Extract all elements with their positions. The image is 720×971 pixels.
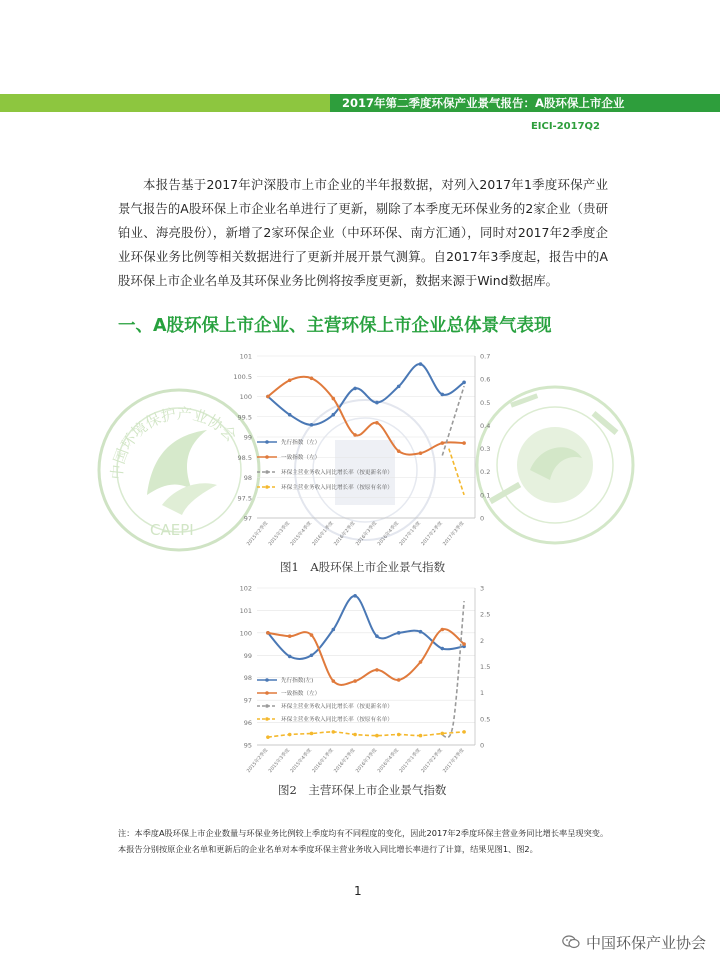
wechat-icon — [562, 935, 580, 949]
data-point — [332, 413, 336, 417]
data-point — [353, 733, 357, 737]
y-right-tick-label: 1 — [480, 689, 485, 698]
y-right-tick-label: 0.1 — [480, 491, 491, 500]
chart-1-a-share-index — [225, 348, 515, 548]
series-line-3 — [449, 449, 464, 495]
data-point — [441, 441, 445, 445]
x-tick-label: 2017年2季度 — [420, 748, 444, 775]
series-line-0 — [268, 364, 464, 425]
y-left-tick-label: 97 — [243, 514, 252, 523]
y-left-tick-label: 97 — [243, 696, 252, 705]
x-tick-label: 2017年3季度 — [442, 748, 466, 775]
x-tick-label: 2015年4季度 — [290, 748, 314, 775]
x-tick-label: 2016年3季度 — [355, 521, 379, 548]
legend-marker — [265, 470, 269, 474]
intro-paragraph: 本报告基于2017年沪深股市上市企业的半年报数据，对列入2017年1季度环保产业景气报告的A股环保上市企业名单进行了更新，剔除了本季度无环保业务的2家企业（贵研铂业、海亮股份），新增了2家环保企业（中环环保、南方汇通），同时对2017年2季度企业环保业务比例等相关数据进行了更新并展开景气测算。自2017年3季度起，报告中的A股环保上市企业名单及其环保业务比例将按季度更新，数据来源于Wind数据库。 — [118, 177, 608, 288]
data-point — [441, 732, 445, 736]
legend-label: 环保主营业务收入同比增长率（按原有名单） — [281, 717, 393, 724]
data-point — [462, 642, 466, 646]
y-left-tick-label: 97.5 — [237, 494, 252, 503]
data-point — [288, 379, 292, 383]
data-point — [375, 668, 379, 672]
data-point — [266, 735, 270, 739]
legend-label: 先行指数（左） — [281, 440, 321, 447]
x-tick-label: 2016年2季度 — [333, 748, 357, 775]
page-number: 1 — [354, 884, 362, 898]
chart-1-caption: 图1 A股环保上市企业景气指数 — [280, 560, 446, 574]
y-right-tick-label: 0.5 — [480, 715, 491, 724]
series-line-1 — [268, 629, 464, 685]
x-tick-label: 2015年3季度 — [268, 521, 292, 548]
data-point — [310, 633, 314, 637]
legend-marker — [265, 455, 269, 459]
x-tick-label: 2017年2季度 — [420, 521, 444, 548]
y-left-tick-label: 100 — [239, 393, 252, 401]
y-left-tick-label: 96 — [243, 719, 252, 728]
legend-label: 一致指数（左） — [281, 691, 321, 698]
y-left-tick-label: 100.5 — [233, 372, 252, 381]
data-point — [353, 594, 357, 598]
y-left-tick-label: 99 — [243, 433, 252, 442]
data-point — [375, 634, 379, 638]
footer-brand[interactable] — [562, 932, 706, 953]
data-point — [419, 630, 423, 634]
data-point — [288, 733, 292, 737]
y-right-tick-label: 0.5 — [480, 398, 491, 407]
y-left-tick-label: 101 — [239, 606, 252, 615]
chart-2-caption: 图2 主营环保上市企业景气指数 — [278, 783, 447, 797]
data-point — [462, 730, 466, 734]
x-tick-label: 2016年4季度 — [377, 521, 401, 548]
y-right-tick-label: 0.3 — [480, 445, 491, 454]
data-point — [310, 423, 314, 427]
data-point — [462, 381, 466, 385]
legend-label: 环保主营业务收入同比增长率（按原有名单） — [281, 485, 393, 492]
x-tick-label: 2016年3季度 — [355, 748, 379, 775]
report-code: EICI-2017Q2 — [530, 121, 600, 132]
y-right-tick-label: 0 — [480, 741, 485, 750]
y-left-tick-label: 101 — [239, 352, 252, 361]
x-tick-label: 2016年1季度 — [311, 748, 335, 775]
svg-text:中国环境保护产业协会: 中国环境保护产业协会 — [107, 404, 240, 481]
data-point — [375, 734, 379, 738]
x-tick-label: 2015年2季度 — [246, 521, 270, 548]
y-left-tick-label: 95 — [243, 741, 252, 750]
legend-label: 环保主营业务收入同比增长率（按更新名单） — [281, 470, 393, 477]
data-point — [419, 734, 423, 738]
x-tick-label: 2015年2季度 — [246, 748, 270, 775]
data-point — [353, 387, 357, 391]
data-point — [266, 395, 270, 399]
legend-marker — [265, 717, 269, 721]
series-line-2 — [442, 601, 464, 737]
section-title: 一、A股环保上市企业、主营环保上市企业总体景气表现 — [118, 316, 552, 336]
data-point — [353, 679, 357, 683]
data-point — [462, 441, 466, 445]
x-tick-label: 2015年3季度 — [268, 748, 292, 775]
x-tick-label: 2016年1季度 — [311, 521, 335, 548]
y-right-tick-label: 1.5 — [480, 663, 491, 671]
y-right-tick-label: 0.6 — [480, 375, 491, 384]
data-point — [375, 421, 379, 425]
legend-marker — [265, 691, 269, 695]
footer-brand-text: 中国环保产业协会 — [585, 934, 706, 952]
data-point — [397, 733, 401, 737]
data-point — [288, 634, 292, 638]
series-line-0 — [268, 596, 464, 659]
data-point — [419, 451, 423, 455]
data-point — [288, 655, 292, 659]
y-left-tick-label: 98 — [243, 674, 252, 683]
y-right-tick-label: 0 — [480, 514, 485, 523]
y-left-tick-label: 99.5 — [237, 413, 252, 422]
x-tick-label: 2016年2季度 — [333, 521, 357, 548]
data-point — [397, 385, 401, 389]
data-point — [332, 679, 336, 683]
data-point — [332, 628, 336, 632]
y-right-tick-label: 3 — [480, 584, 485, 593]
y-right-tick-label: 0.7 — [480, 352, 491, 361]
data-point — [353, 433, 357, 437]
legend-marker — [265, 440, 269, 444]
y-right-tick-label: 0.2 — [480, 468, 491, 477]
chart-2-main-business-index — [225, 580, 515, 775]
legend-label: 先行指数(左) — [281, 678, 314, 685]
data-point — [266, 631, 270, 635]
data-point — [419, 362, 423, 366]
y-left-tick-label: 98.5 — [237, 453, 252, 462]
report-title: 2017年第二季度环保产业景气报告：A股环保上市企业 — [342, 96, 625, 110]
y-left-tick-label: 98 — [243, 474, 252, 482]
x-tick-label: 2017年1季度 — [399, 521, 423, 548]
data-point — [419, 660, 423, 664]
y-left-tick-label: 99 — [243, 651, 252, 660]
footnote: 注：本季度A股环保上市企业数量与环保业务比例较上季度均有不同程度的变化，因此2017年2季度环保主营业务同比增长率呈现突变。本报告分别按原企业名单和更新后的企业名单对本季度环保主营业务收入同比增长率进行了计算，结果见图1、图2。 — [118, 828, 609, 854]
data-point — [375, 401, 379, 405]
data-point — [441, 628, 445, 632]
y-left-tick-label: 100 — [239, 629, 252, 638]
x-tick-label: 2015年4季度 — [290, 521, 314, 548]
data-point — [288, 413, 292, 417]
x-tick-label: 2017年1季度 — [399, 748, 423, 775]
x-tick-label: 2017年3季度 — [442, 521, 466, 548]
y-right-tick-label: 2.5 — [480, 610, 491, 619]
data-point — [397, 678, 401, 682]
y-right-tick-label: 2 — [480, 636, 485, 645]
data-point — [310, 732, 314, 736]
data-point — [441, 647, 445, 651]
y-right-tick-label: 0.4 — [480, 421, 491, 430]
legend-label: 环保主营业务收入同比增长率（按更新名单） — [281, 704, 393, 711]
data-point — [397, 631, 401, 635]
legend-label: 一致指数（左） — [281, 455, 321, 462]
legend-marker — [265, 704, 269, 708]
data-point — [310, 653, 314, 657]
legend-marker — [265, 678, 269, 682]
data-point — [332, 397, 336, 401]
data-point — [332, 730, 336, 734]
caepi-abbr: CAEPI — [150, 521, 194, 539]
legend-marker — [265, 485, 269, 489]
data-point — [441, 393, 445, 397]
data-point — [310, 376, 314, 380]
x-tick-label: 2016年4季度 — [377, 748, 401, 775]
data-point — [397, 449, 401, 453]
y-left-tick-label: 102 — [239, 584, 252, 593]
series-line-3 — [268, 732, 464, 737]
